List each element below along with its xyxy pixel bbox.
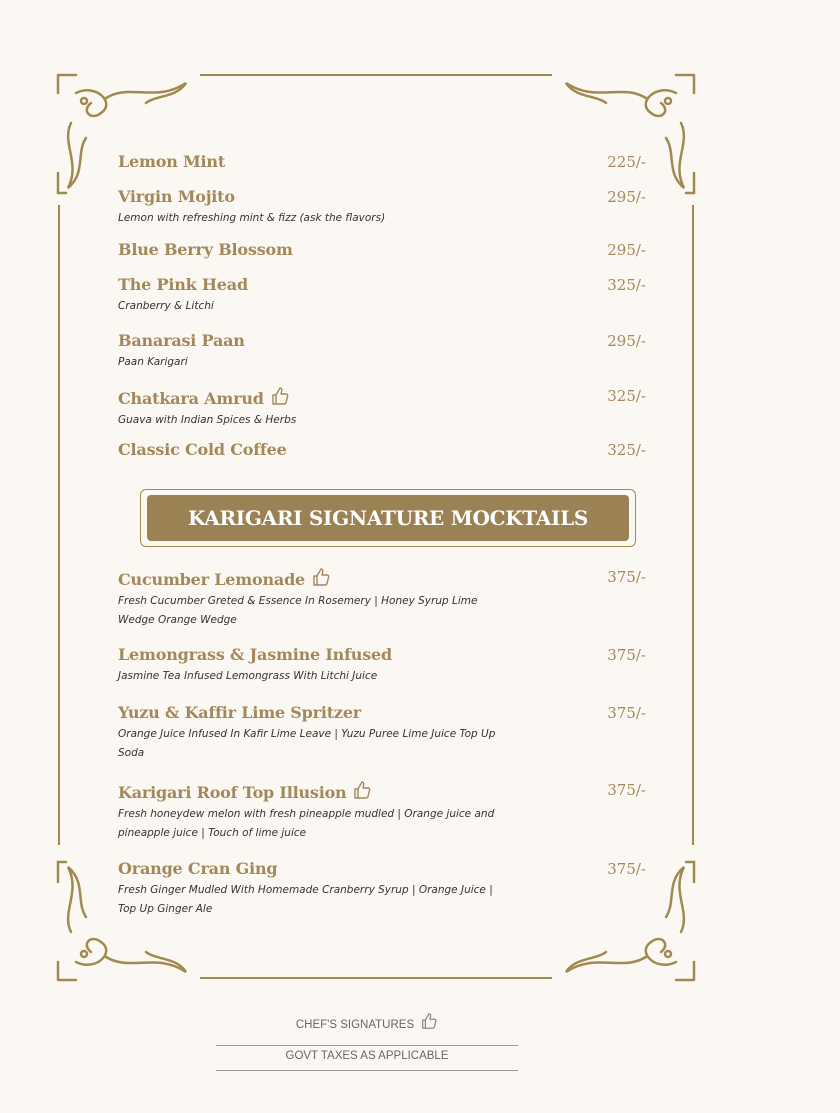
- item-name: Chatkara Amrud: [118, 389, 264, 408]
- frame-right-line: [692, 205, 694, 845]
- menu-item: [118, 567, 648, 630]
- item-name: Orange Cran Ging: [118, 859, 278, 878]
- frame-bottom-line: [200, 977, 552, 979]
- menu-item: [118, 331, 648, 372]
- item-price: 295/-: [607, 332, 646, 350]
- thumbs-up-icon: [311, 567, 331, 587]
- item-name: Karigari Roof Top Illusion: [118, 783, 347, 802]
- chef-signature-legend: [216, 1012, 518, 1031]
- item-price: 375/-: [607, 568, 646, 586]
- item-name: The Pink Head: [118, 275, 248, 294]
- menu-item: [118, 440, 648, 460]
- thumbs-up-icon: [420, 1012, 438, 1030]
- banner-fill: [147, 495, 629, 541]
- item-description: Fresh honeydew melon with fresh pineapple mudled | Orange juice and pineapple juice | Touch of lime juice: [118, 808, 495, 839]
- item-description: Guava with Indian Spices & Herbs: [118, 414, 297, 426]
- item-price: 225/-: [607, 153, 646, 171]
- item-name: Lemon Mint: [118, 152, 226, 171]
- item-description: Fresh Ginger Mudled With Homemade Cranberry Syrup | Orange Juice | Top Up Ginger Ale: [118, 884, 493, 915]
- menu-item: [118, 386, 648, 430]
- item-description: Fresh Cucumber Greted & Essence In Rosemery | Honey Syrup Lime Wedge Orange Wedge: [118, 595, 478, 626]
- item-price: 375/-: [607, 704, 646, 722]
- menu-item: [118, 240, 648, 260]
- frame-left-line: [58, 205, 60, 845]
- frame-top-line: [200, 74, 552, 76]
- item-price: 295/-: [607, 241, 646, 259]
- item-name: Classic Cold Coffee: [118, 440, 287, 459]
- menu-item: [118, 780, 648, 843]
- taxes-note: GOVT TAXES AS APPLICABLE: [285, 1050, 449, 1062]
- corner-ornament-top-left: [56, 73, 206, 203]
- item-description: Orange Juice Infused In Kafir Lime Leave | Yuzu Puree Lime Juice Top Up Soda: [118, 728, 496, 759]
- section-title: KARIGARI SIGNATURE MOCKTAILS: [188, 506, 588, 530]
- item-name: Banarasi Paan: [118, 331, 245, 350]
- menu-item: [118, 703, 648, 763]
- item-description: Paan Karigari: [118, 356, 188, 368]
- item-price: 375/-: [607, 860, 646, 878]
- item-price: 375/-: [607, 781, 646, 799]
- corner-ornament-top-right: [546, 73, 696, 203]
- item-price: 325/-: [607, 441, 646, 459]
- item-price: 375/-: [607, 646, 646, 664]
- item-price: 325/-: [607, 387, 646, 405]
- menu-item: [118, 859, 648, 919]
- thumbs-up-icon: [270, 386, 290, 406]
- item-price: 295/-: [607, 188, 646, 206]
- footer-divider-top: [216, 1045, 518, 1046]
- item-price: 325/-: [607, 276, 646, 294]
- item-description: Cranberry & Litchi: [118, 300, 214, 312]
- item-description: Lemon with refreshing mint & fizz (ask the flavors): [118, 212, 386, 224]
- menu-item: [118, 275, 648, 316]
- item-name: Virgin Mojito: [118, 187, 235, 206]
- thumbs-up-icon: [352, 780, 372, 800]
- menu-item: [118, 645, 648, 686]
- legend-label: CHEF'S SIGNATURES: [295, 1019, 415, 1031]
- item-description: Jasmine Tea Infused Lemongrass With Litchi Juice: [118, 670, 378, 682]
- menu-item: [118, 187, 648, 228]
- item-name: Cucumber Lemonade: [118, 570, 306, 589]
- footer-divider-bottom: [216, 1070, 518, 1071]
- section-banner: [140, 489, 636, 547]
- item-name: Blue Berry Blossom: [118, 240, 293, 259]
- item-name: Lemongrass & Jasmine Infused: [118, 645, 392, 664]
- item-name: Yuzu & Kaffir Lime Spritzer: [118, 703, 362, 722]
- menu-item: [118, 152, 648, 172]
